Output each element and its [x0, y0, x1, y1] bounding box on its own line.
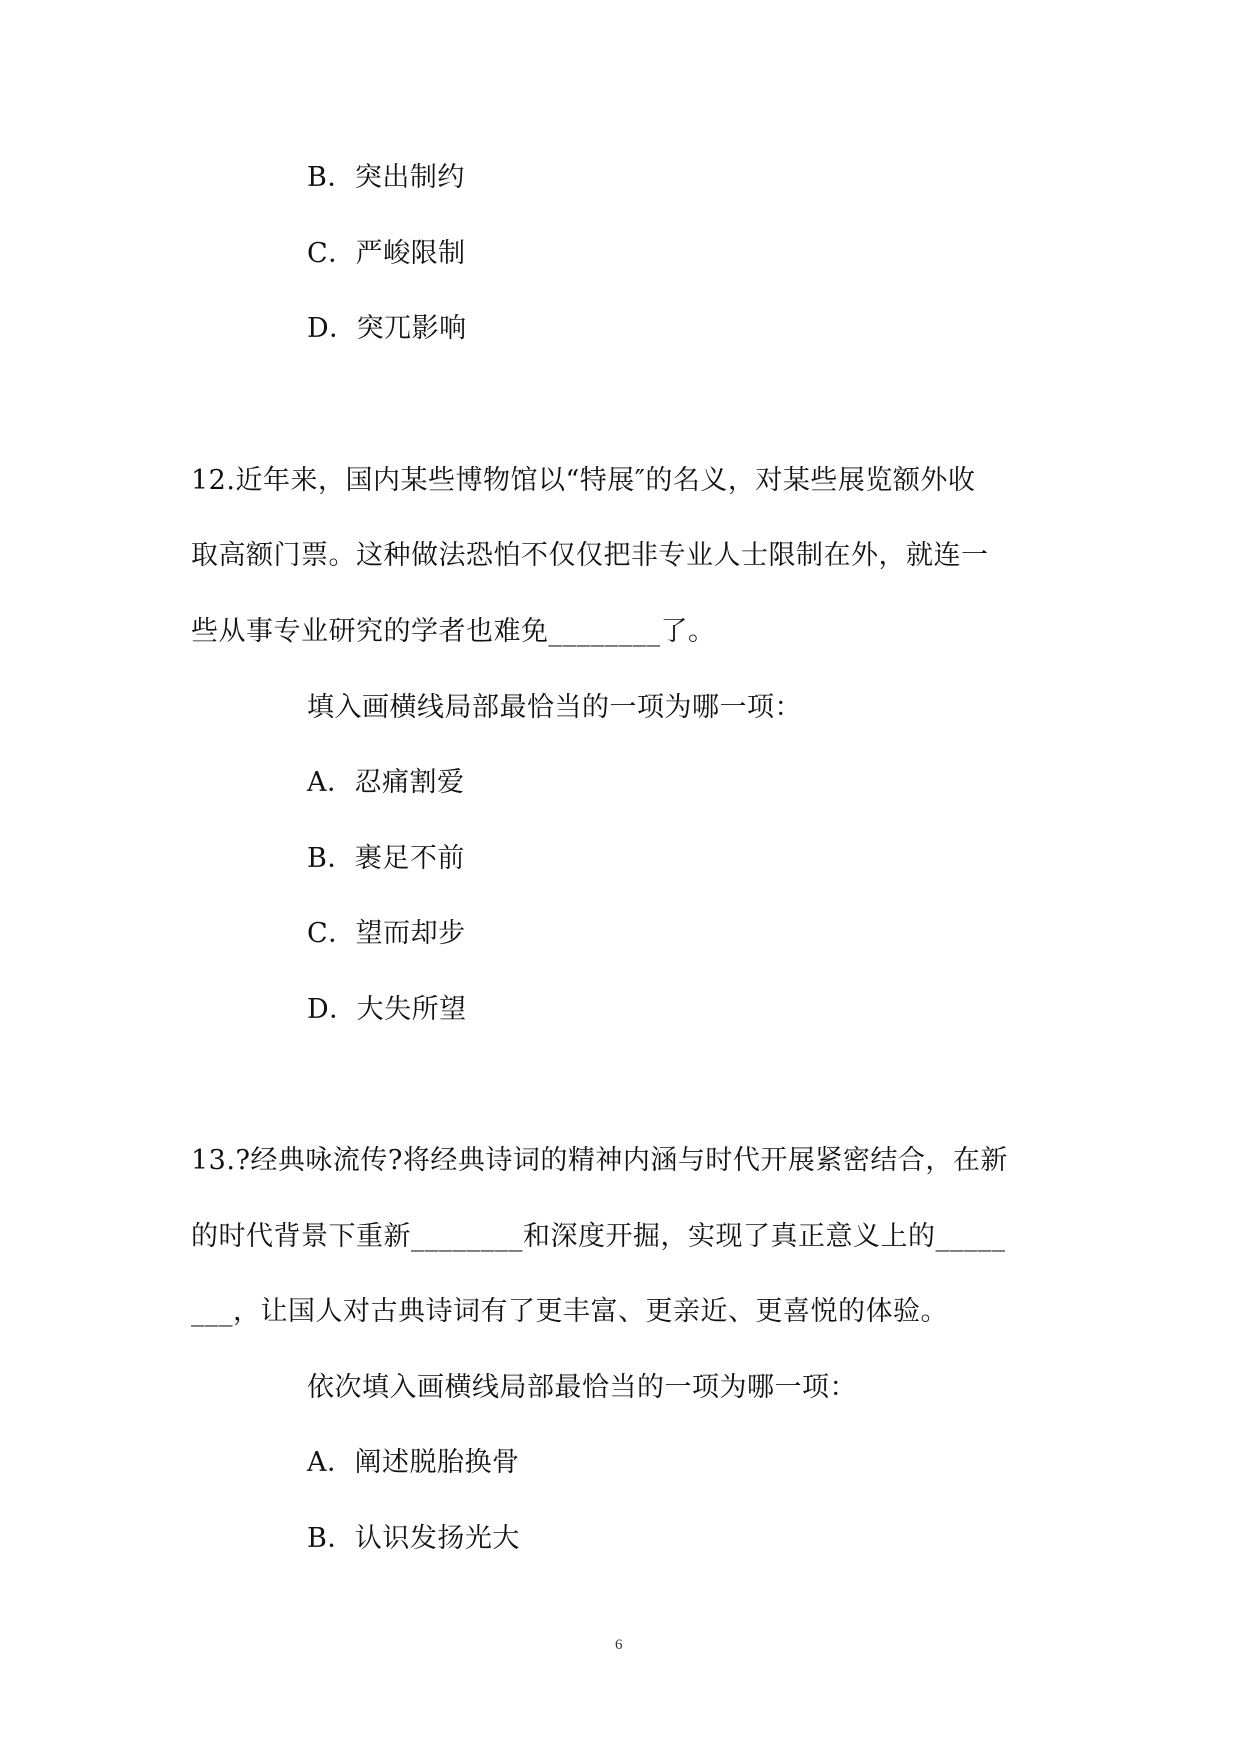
question-13-option-a: A．阐述脱胎换骨: [307, 1447, 520, 1478]
question-12-option-d: D．大失所望: [307, 994, 467, 1025]
question-12-option-c: C．望而却步: [307, 918, 466, 949]
previous-question-option-d: D．突兀影响: [307, 313, 467, 344]
question-13-line-1: 13.?经典咏流传?将经典诗词的精神内涵与时代开展紧密结合，在新: [191, 1145, 1008, 1176]
question-13-instruction: 依次填入画横线局部最恰当的一项为哪一项：: [307, 1372, 857, 1403]
question-13-option-b: B．认识发扬光大: [307, 1523, 520, 1554]
question-12-line-3: 些从事专业研究的学者也难免________了。: [191, 616, 716, 647]
question-12-line-1: 12.近年来，国内某些博物馆以“特展″的名义，对某些展览额外收: [191, 465, 976, 496]
question-13-line-3: ___，让国人对古典诗词有了更丰富、更亲近、更喜悦的体验。: [191, 1296, 948, 1327]
question-13-line-2: 的时代背景下重新________和深度开掘，实现了真正意义上的_____: [191, 1221, 1006, 1252]
question-12-instruction: 填入画横线局部最恰当的一项为哪一项：: [307, 692, 802, 723]
page-number: 6: [615, 1637, 623, 1653]
question-12-line-2: 取高额门票。这种做法恐怕不仅仅把非专业人士限制在外，就连一: [191, 540, 989, 571]
question-12-option-a: A．忍痛割爱: [307, 767, 465, 798]
previous-question-option-b: B．突出制约: [307, 162, 465, 193]
question-12-option-b: B．裹足不前: [307, 843, 465, 874]
previous-question-option-c: C．严峻限制: [307, 238, 466, 269]
